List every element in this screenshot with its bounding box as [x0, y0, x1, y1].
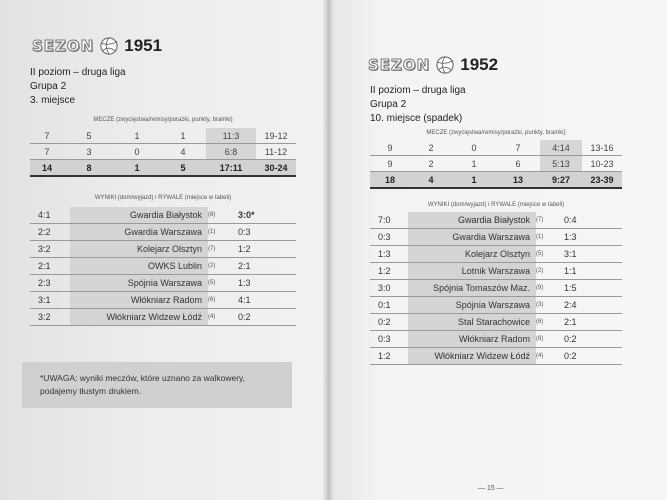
table-row-total: 18 4 1 13 9:27 23-39 — [370, 172, 622, 189]
table-row: 7 5 1 1 11:3 19-12 — [30, 128, 296, 144]
results-rows — [370, 212, 622, 365]
away-score: 1:5 — [556, 280, 622, 297]
results-table — [370, 212, 622, 365]
home-score: 3:2 — [30, 309, 70, 326]
matches-caption: MECZE (zwycięstwa/remisy/porażki, punkty, bramki) — [93, 117, 233, 123]
home-score: 0:3 — [370, 331, 408, 348]
table-row — [30, 241, 296, 258]
volleyball-icon — [100, 37, 118, 55]
rival-rank: (6) — [208, 292, 230, 309]
home-score: 1:2 — [370, 263, 408, 280]
rival-team: Spójnia Warszawa — [70, 275, 208, 292]
rival-rank: (8) — [208, 207, 230, 224]
rival-team: Lotnik Warszawa — [408, 263, 536, 280]
away-score: 2:4 — [556, 297, 622, 314]
matches-caption: MECZE (zwycięstwa/remisy/porażki, punkty, bramki) — [426, 130, 566, 136]
away-score: 3:1 — [556, 246, 622, 263]
rival-team: Włókniarz Widzew Łódź — [70, 309, 208, 326]
rival-team: Spójnia Warszawa — [408, 297, 536, 314]
final-place: 10. miejsce (spadek) — [370, 113, 463, 124]
rival-rank: (5) — [536, 246, 556, 263]
rival-team: Włókniarz Radom — [408, 331, 536, 348]
matches-table — [370, 140, 622, 189]
table-row — [370, 348, 622, 365]
rival-rank: (2) — [208, 258, 230, 275]
league-level: II poziom – druga liga — [370, 85, 466, 96]
home-score: 0:3 — [370, 229, 408, 246]
matches-table — [30, 128, 296, 177]
table-row — [30, 292, 296, 309]
away-score: 0:4 — [556, 212, 622, 229]
rival-rank: (4) — [208, 309, 230, 326]
table-row — [370, 229, 622, 246]
table-row — [370, 246, 622, 263]
left-page — [0, 0, 328, 500]
table-row: 9 2 1 6 5:13 10-23 — [370, 156, 622, 172]
rival-rank: (1) — [536, 229, 556, 246]
results-rows — [30, 207, 296, 326]
table-row — [30, 207, 296, 224]
page-number: — 15 — — [478, 485, 504, 492]
rival-team: Kolejarz Olsztyn — [408, 246, 536, 263]
group: Grupa 2 — [370, 99, 407, 110]
table-row: 7 3 0 4 6:8 11-12 — [30, 144, 296, 160]
home-score: 3:0 — [370, 280, 408, 297]
book-gutter — [322, 0, 334, 500]
rival-rank: (6) — [536, 314, 556, 331]
final-place: 3. miejsce — [30, 95, 76, 106]
away-score: 1:1 — [556, 263, 622, 280]
table-row — [370, 212, 622, 229]
results-table — [30, 207, 296, 326]
home-score: 7:0 — [370, 212, 408, 229]
away-score: 1:2 — [230, 241, 296, 258]
away-score: 2:1 — [556, 314, 622, 331]
rival-rank: (4) — [536, 348, 556, 365]
season-year: 1952 — [460, 55, 499, 74]
table-row — [370, 280, 622, 297]
away-score: 1:3 — [230, 275, 296, 292]
rival-team: Stal Starachowice — [408, 314, 536, 331]
league-level: II poziom – druga liga — [30, 67, 126, 78]
away-score: 0:2 — [556, 348, 622, 365]
rival-team: Włókniarz Radom — [70, 292, 208, 309]
rival-team: Kolejarz Olsztyn — [70, 241, 208, 258]
away-score: 4:1 — [230, 292, 296, 309]
table-row — [30, 275, 296, 292]
rival-team: OWKS Lublin — [70, 258, 208, 275]
right-page — [328, 0, 667, 500]
table-row — [370, 263, 622, 280]
home-score: 2:3 — [30, 275, 70, 292]
home-score: 3:1 — [30, 292, 70, 309]
rival-team: Gwardia Warszawa — [408, 229, 536, 246]
volleyball-icon — [436, 56, 454, 74]
table-row — [370, 331, 622, 348]
table-row — [30, 224, 296, 241]
rival-rank: (7) — [208, 241, 230, 258]
rival-rank: (9) — [536, 280, 556, 297]
season-header-1952 — [368, 55, 498, 75]
rival-rank: (2) — [536, 263, 556, 280]
rival-team: Gwardia Warszawa — [70, 224, 208, 241]
home-score: 1:3 — [370, 246, 408, 263]
rival-rank: (7) — [536, 212, 556, 229]
season-info — [370, 84, 466, 126]
home-score: 2:2 — [30, 224, 70, 241]
away-score: 0:2 — [556, 331, 622, 348]
season-header-1951 — [32, 36, 162, 56]
walkover-note: *UWAGA: wyniki meczów, które uznano za walkowery, podajemy tłustym drukiem. — [22, 362, 292, 408]
rival-rank: (1) — [208, 224, 230, 241]
home-score: 0:1 — [370, 297, 408, 314]
away-score: 0:3 — [230, 224, 296, 241]
away-score: 0:2 — [230, 309, 296, 326]
table-row: 9 2 0 7 4:14 13-16 — [370, 140, 622, 156]
rival-rank: (5) — [208, 275, 230, 292]
home-score: 3:2 — [30, 241, 70, 258]
table-row-total: 14 8 1 5 17:11 30-24 — [30, 160, 296, 177]
home-score: 1:2 — [370, 348, 408, 365]
table-row — [30, 309, 296, 326]
table-row — [30, 258, 296, 275]
away-score: 1:3 — [556, 229, 622, 246]
away-score: 2:1 — [230, 258, 296, 275]
home-score: 2:1 — [30, 258, 70, 275]
season-year: 1951 — [124, 36, 163, 55]
home-score: 4:1 — [30, 207, 70, 224]
season-label: SEZON — [368, 56, 431, 74]
rival-rank: (3) — [536, 297, 556, 314]
rival-team: Gwardia Białystok — [70, 207, 208, 224]
group: Grupa 2 — [30, 81, 67, 92]
away-score: 3:0* — [230, 207, 296, 224]
table-row — [370, 297, 622, 314]
rival-team: Gwardia Białystok — [408, 212, 536, 229]
table-row — [370, 314, 622, 331]
rival-team: Spójnia Tomaszów Maz. — [408, 280, 536, 297]
rival-rank: (8) — [536, 331, 556, 348]
season-info — [30, 66, 126, 108]
results-caption: WYNIKI (dom/wyjazd) i RYWALE (miejsce w tabeli) — [427, 202, 565, 208]
rival-team: Włókniarz Widzew Łódź — [408, 348, 536, 365]
results-caption: WYNIKI (dom/wyjazd) i RYWALE (miejsce w tabeli) — [94, 195, 232, 201]
home-score: 0:2 — [370, 314, 408, 331]
season-label: SEZON — [32, 37, 95, 55]
